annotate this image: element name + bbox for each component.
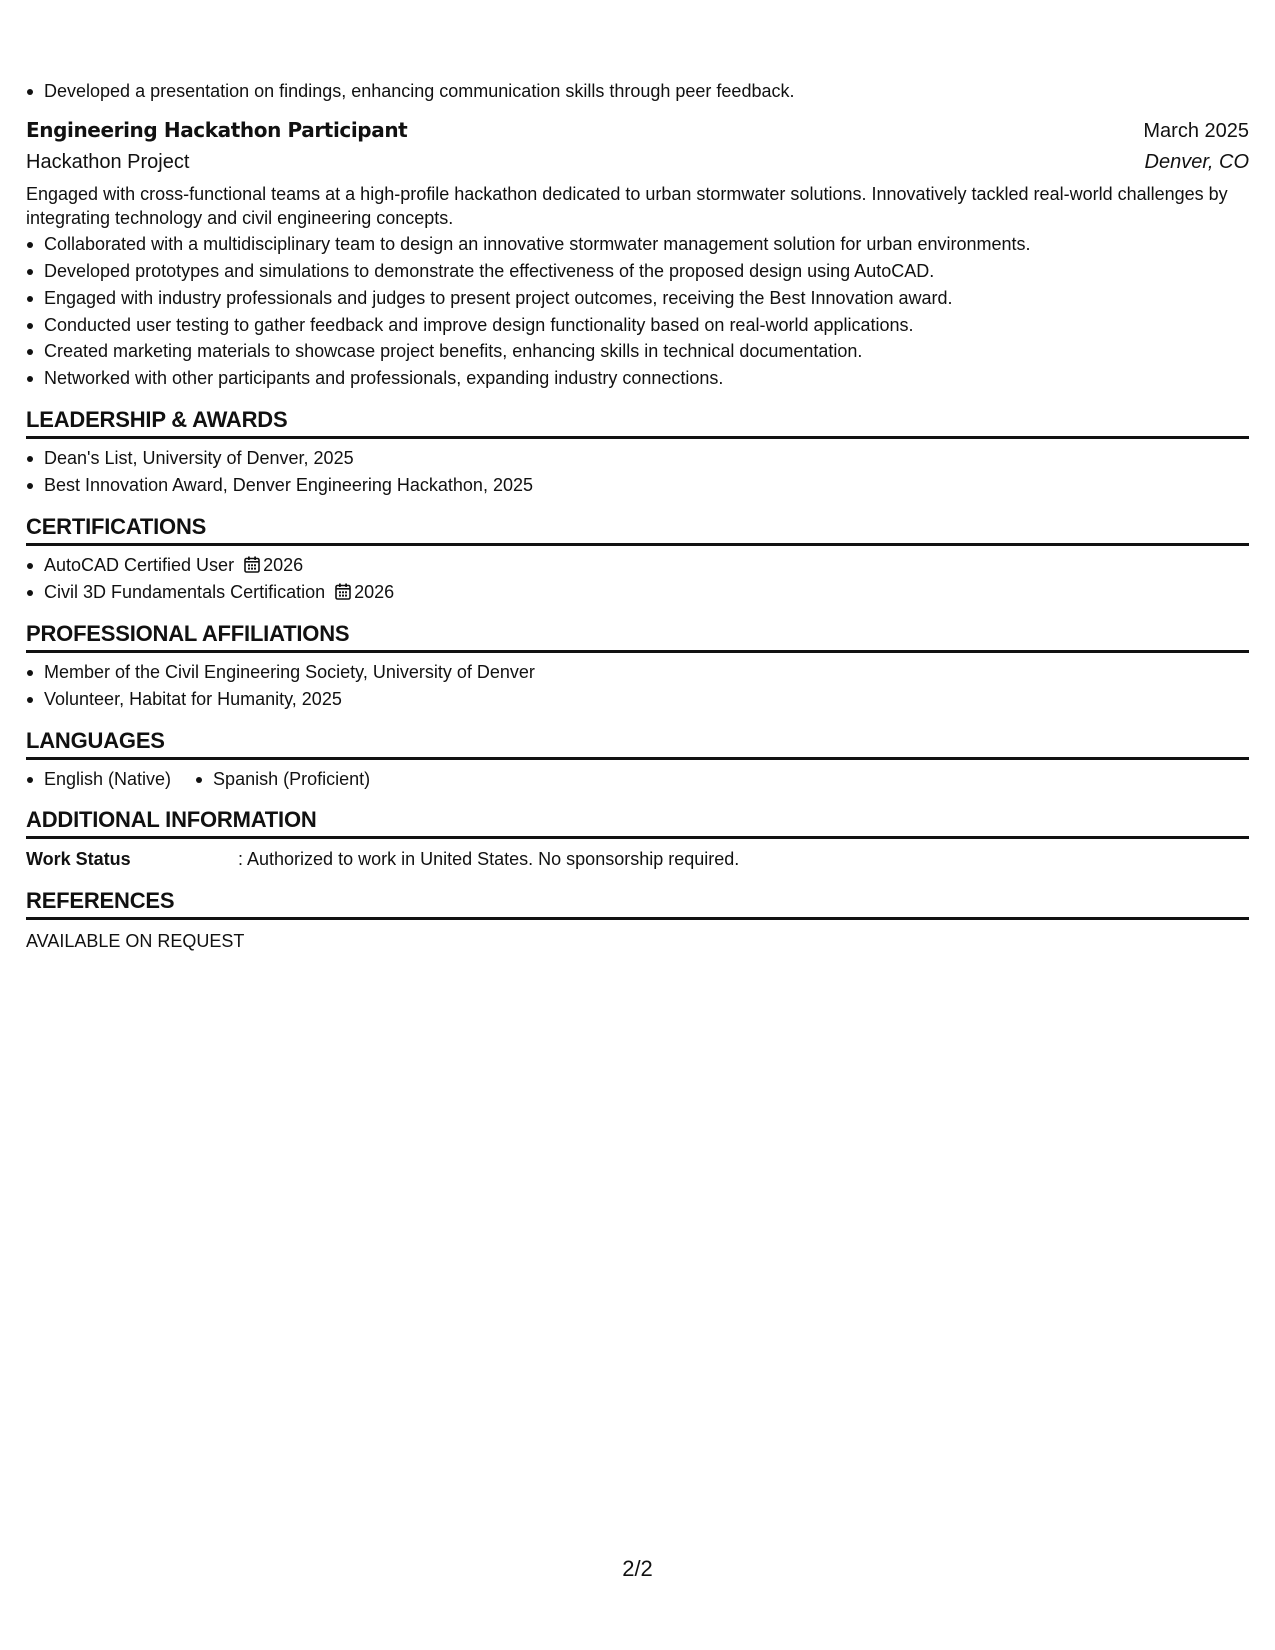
section-title: PROFESSIONAL AFFILIATIONS xyxy=(26,606,1249,653)
list-item: Spanish (Proficient) xyxy=(195,766,370,793)
leadership-list xyxy=(26,445,1249,499)
entry-bullets xyxy=(26,231,1249,392)
section-title: ADDITIONAL INFORMATION xyxy=(26,792,1249,839)
list-item: Engaged with industry professionals and judges to present project outcomes, receiving the Best Innovation award. xyxy=(26,285,1249,312)
entry-title: Engineering Hackathon Participant xyxy=(26,117,408,142)
languages-section xyxy=(26,713,1249,793)
certifications-section xyxy=(26,499,1249,606)
work-status-row xyxy=(26,845,1249,873)
additional-info-section xyxy=(26,792,1249,873)
previous-entry-bullets xyxy=(26,78,1249,105)
list-item: Dean's List, University of Denver, 2025 xyxy=(26,445,1249,472)
certification-year: 2026 xyxy=(263,555,304,576)
calendar-icon xyxy=(335,581,351,608)
entry-date: March 2025 xyxy=(1143,119,1249,142)
list-item: Created marketing materials to showcase project benefits, enhancing skills in technical documentation. xyxy=(26,338,1249,365)
page-number: 2/2 xyxy=(622,1556,653,1581)
list-item: English (Native) xyxy=(26,766,171,793)
references-text: AVAILABLE ON REQUEST xyxy=(26,931,245,952)
list-item: Networked with other participants and professionals, expanding industry connections. xyxy=(26,365,1249,392)
list-item: Best Innovation Award, Denver Engineering Hackathon, 2025 xyxy=(26,472,1249,499)
affiliations-list xyxy=(26,659,1249,713)
entry-description: Engaged with cross-functional teams at a high-profile hackathon dedicated to urban stormwater solutions. Innovatively tackled real-world challenges by integrating technology and civil engineering concepts. xyxy=(26,183,1228,229)
leadership-section xyxy=(26,392,1249,499)
section-title: CERTIFICATIONS xyxy=(26,499,1249,546)
languages-list xyxy=(26,766,1249,793)
references-section xyxy=(26,873,1249,956)
list-item: Conducted user testing to gather feedback and improve design functionality based on real-world applications. xyxy=(26,312,1249,339)
calendar-icon xyxy=(244,554,260,581)
work-status-label: Work Status xyxy=(26,849,131,870)
work-status-value: : Authorized to work in United States. No sponsorship required. xyxy=(238,849,740,870)
entry-header xyxy=(26,115,1249,146)
list-item: Developed a presentation on findings, enhancing communication skills through peer feedback. xyxy=(26,78,1249,105)
certification-name: AutoCAD Certified User xyxy=(44,555,235,576)
section-title: LANGUAGES xyxy=(26,713,1249,760)
affiliations-section xyxy=(26,606,1249,713)
entry-organization: Hackathon Project xyxy=(26,150,190,173)
list-item: Member of the Civil Engineering Society, University of Denver xyxy=(26,659,1249,686)
certification-year: 2026 xyxy=(354,581,395,602)
hackathon-entry xyxy=(26,115,1249,392)
list-item: Collaborated with a multidisciplinary team to design an innovative stormwater management solution for urban environments. xyxy=(26,231,1249,258)
list-item: Volunteer, Habitat for Humanity, 2025 xyxy=(26,686,1249,713)
entry-location: Denver, CO xyxy=(1144,150,1249,173)
entry-subheader xyxy=(26,146,1249,178)
certification-name: Civil 3D Fundamentals Certification xyxy=(44,581,326,602)
certifications-list xyxy=(26,552,1249,606)
list-item xyxy=(26,552,1249,579)
list-item xyxy=(26,579,1249,606)
section-title: REFERENCES xyxy=(26,873,1249,920)
resume-page xyxy=(26,78,1249,956)
list-item: Developed prototypes and simulations to demonstrate the effectiveness of the proposed design using AutoCAD. xyxy=(26,258,1249,285)
section-title: LEADERSHIP & AWARDS xyxy=(26,392,1249,439)
